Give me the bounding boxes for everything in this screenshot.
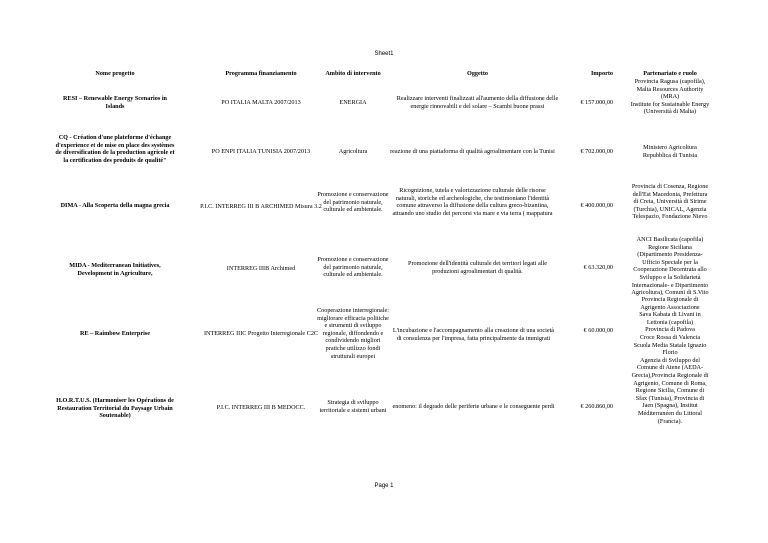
row-4-ambito-line: culturale ed ambientale. bbox=[323, 271, 383, 279]
row-4-programma: INTERREG IIIB Archimed bbox=[226, 265, 296, 272]
row-5-partner-line: Scuola Media Statale Ignazio bbox=[633, 341, 707, 349]
row-1-partner-line: (MRA) bbox=[660, 93, 680, 101]
row-6-nome bbox=[40, 397, 190, 420]
row-5-programma: INTERREG IIIC Progetto Interregionale C2C bbox=[203, 330, 319, 337]
row-3-partner-line: Provincia di Cosenza, Regione bbox=[631, 183, 709, 190]
header-ambito-intervento: Ambito di intervento bbox=[325, 70, 381, 77]
row-3-partner-line: dell'Est Macedonia, Prefettura bbox=[632, 190, 708, 198]
row-1-programma: PO ITALIA MALTA 2007/2013 bbox=[221, 99, 301, 106]
row-1-nome-line: Islands bbox=[105, 102, 125, 110]
row-6-partner-line: Jaen (Spagna), Institut bbox=[642, 402, 698, 410]
row-4-nome bbox=[40, 262, 190, 277]
row-1-ambito: ENERGIA bbox=[339, 99, 367, 106]
row-5-partner bbox=[611, 296, 729, 372]
row-6-nome-line: Restauration Territorial du Paysage Urbain bbox=[57, 404, 173, 412]
row-6-partner-line: Sfax (Tunisia), Provincia di bbox=[635, 394, 705, 402]
row-5-ambito-line: condividendo migliori bbox=[325, 337, 381, 345]
row-3-partner bbox=[611, 183, 729, 221]
row-4-nome-line: Development in Agriculture, bbox=[77, 269, 153, 277]
row-6-ambito-line: territoriale e sistemi urbani bbox=[319, 406, 387, 414]
row-5-partner-line: Sava Kabata di Livani in bbox=[639, 311, 701, 319]
row-4-partner-line: ANCI Basilicata (capofila) bbox=[636, 236, 704, 243]
row-5-ambito-line: migliorare efficacia politiche bbox=[317, 314, 389, 322]
row-1-partner-line: (Università di Malta) bbox=[643, 108, 697, 116]
row-3-ambito-line: del patrimonio naturale, bbox=[323, 198, 383, 206]
row-2-partner-line: Ministero Agricoltura bbox=[643, 144, 697, 151]
row-4-nome-line: MIDA - Mediterranean Initiatives, bbox=[69, 262, 161, 269]
row-3-partner-line: (Turchia), UNICAL, Agenzia bbox=[633, 205, 707, 213]
header-partenariato: Partenariato e ruolo bbox=[643, 70, 697, 77]
row-5-ambito-line: regionale, diffondendo e bbox=[322, 329, 384, 337]
row-3-oggetto-line: comune attraverso la diffusione della cultura greco-bizantina, bbox=[396, 202, 549, 210]
row-3-partner-line: Telespazio, Fondazione Nievo bbox=[632, 213, 708, 221]
row-3-oggetto-line: attuando uno studio dei percorsi via mare e via terra ( mappatura bbox=[392, 209, 553, 217]
row-2-partner-line: Repubblica di Tunisia bbox=[642, 151, 698, 159]
row-2-partner bbox=[611, 144, 729, 159]
row-1-nome bbox=[40, 95, 190, 110]
row-6-nome-line: Soutenable) bbox=[99, 412, 131, 420]
row-4-importo: € 63.320,00 bbox=[583, 264, 613, 271]
row-4-partner-line: Ufficio Speciale per la bbox=[642, 258, 698, 266]
row-6-partner-line: (Francia). bbox=[657, 417, 683, 425]
row-5-nome: RE – Raimbow Enterprise bbox=[80, 330, 150, 337]
row-3-importo: € 400.000,00 bbox=[580, 202, 613, 209]
row-6-partner-line: Méditerranéen du Littoral bbox=[638, 409, 702, 417]
row-5-importo: € 60.000,00 bbox=[583, 327, 613, 334]
row-1-partner bbox=[611, 78, 729, 116]
row-2-ambito: Agricoltura bbox=[338, 148, 368, 155]
row-5-oggetto-line: L'incubazione e l'accompagnamento alla creazione di una società bbox=[392, 327, 555, 334]
row-5-partner-line: Agenzia di Sviluppo del bbox=[640, 356, 700, 364]
row-2-programma: PO ENPI ITALIA TUNISIA 2007/2013 bbox=[211, 148, 311, 155]
row-3-ambito-line: Promozione e conservazione bbox=[317, 191, 389, 198]
row-2-importo: € 702.000,00 bbox=[580, 148, 613, 155]
row-1-oggetto-line: Realizzare interventi finalizzati all'aumento della diffusione delle bbox=[396, 95, 559, 102]
header-nome-progetto: Nome progetto bbox=[95, 70, 135, 77]
row-4-partner-line: Regione Siciliana bbox=[648, 243, 692, 251]
row-5-ambito-line: Cooperazione interregionale: bbox=[317, 307, 389, 314]
row-3-oggetto-line: Ricognizione, tutela e valorizzazione culturale delle risorse bbox=[399, 187, 546, 194]
row-3-nome: DIMA - Alla Scoperta della magna grecia bbox=[60, 202, 170, 209]
row-4-partner bbox=[611, 236, 729, 297]
row-1-nome-line: RESI – Renewable Energy Scenarios in bbox=[63, 95, 167, 102]
row-5-oggetto-line: di consulenza per l'impresa, fatta principalmente da immigrati bbox=[396, 334, 551, 342]
row-4-partner-line: (Dipartimento Presidenza- bbox=[637, 251, 703, 259]
row-5-ambito-line: strutturali europei bbox=[330, 352, 376, 360]
row-5-ambito-line: e strumenti di sviluppo bbox=[324, 322, 382, 330]
row-2-nome-line: de diversification de la production agricole et bbox=[55, 149, 175, 157]
row-2-nome-line: la certification des produits de qualité" bbox=[63, 156, 167, 164]
row-4-oggetto bbox=[380, 260, 575, 275]
row-4-ambito-line: del patrimonio naturale, bbox=[323, 263, 383, 271]
row-6-importo: € 260.860,00 bbox=[580, 403, 613, 410]
row-3-partner-line: di Creta, Università di Sirime bbox=[633, 198, 707, 206]
row-1-importo: € 157.000,00 bbox=[580, 99, 613, 106]
row-4-oggetto-line: produzioni agroalimentari di qualità. bbox=[432, 267, 523, 275]
row-5-ambito-line: pratiche utilizzo fondi bbox=[325, 344, 381, 352]
header-programma-finanziamento: Programma finanziamento bbox=[225, 70, 297, 77]
row-5-partner-line: Provincia di Padova bbox=[645, 326, 695, 334]
row-6-partner-line: Grecia),Provincia Regionale di bbox=[631, 372, 709, 379]
row-1-partner-line: Malta Resources Authority bbox=[636, 85, 704, 93]
row-6-ambito-line: Strategia di sviluppo bbox=[327, 399, 379, 406]
row-5-partner-line: Croce Rossa di Valencia bbox=[639, 333, 701, 341]
header-oggetto: Oggetto bbox=[467, 70, 488, 77]
page-number: Page 1 bbox=[374, 483, 394, 489]
header-importo: Importo bbox=[591, 70, 613, 77]
row-5-partner-line: Provincia Regionale di bbox=[641, 296, 699, 303]
row-6-partner bbox=[611, 372, 729, 425]
row-6-partner-line: Agrigento, Comune di Roma, bbox=[633, 379, 707, 387]
row-4-partner-line: Agricoltura), Comuni di S.Vito bbox=[631, 289, 709, 297]
row-1-oggetto bbox=[380, 95, 575, 110]
row-4-oggetto-line: Promozione dell'identità culturale dei territori legati alle bbox=[408, 260, 547, 267]
row-5-oggetto bbox=[372, 327, 575, 342]
row-4-partner-line: Sviluppo e la Solidarietà bbox=[639, 273, 701, 281]
row-3-oggetto bbox=[370, 187, 575, 217]
row-5-partner-line: Agrigento Associazione bbox=[640, 303, 700, 311]
row-2-nome-line: d'experience et de mise en place des systèmes bbox=[55, 141, 175, 149]
row-3-oggetto-line: naturali, storiche ed archeologiche, che testimoniano l'identità bbox=[395, 194, 550, 202]
row-2-nome bbox=[40, 134, 190, 164]
row-4-partner-line: Internazionale- e Dipartimento bbox=[631, 281, 709, 289]
row-6-oggetto: enomeno: il degrado delle periferie urbane e le conseguente perdi bbox=[392, 403, 555, 410]
row-5-partner-line: Lettonia (capofila) bbox=[646, 318, 694, 326]
row-2-oggetto: reazione di una piattaforma di qualità agroalimentare con la Tunisi bbox=[390, 148, 555, 155]
row-6-programma: P.I.C. INTERREG III B MEDOCC. bbox=[216, 404, 306, 411]
row-5-partner-line: Florio bbox=[662, 349, 678, 357]
row-4-ambito-line: Promozione e conservazione bbox=[317, 256, 389, 263]
row-5-partner-line: Comune di Atene (AEDA- bbox=[636, 364, 704, 372]
row-6-partner-line: Regione Sicilia, Comune di bbox=[635, 387, 705, 395]
row-1-oggetto-line: energie rinnovabili e del solare – Scambi buone prassi bbox=[410, 102, 545, 110]
row-3-programma: P.I.C. INTERREG III B ARCHIMED Misura 3.2 bbox=[200, 203, 322, 210]
row-6-nome-line: H.O.R.T.U.S. (Harmoniser les Opérations de bbox=[56, 397, 174, 404]
row-1-partner-line: Provincia Ragusa (capofila), bbox=[634, 78, 706, 85]
row-3-ambito-line: culturale ed ambientale. bbox=[323, 206, 383, 214]
row-2-nome-line: CQ - Création d'une plateforme d'échange bbox=[58, 134, 172, 141]
row-1-partner-line: Institute for Sustainable Energy bbox=[630, 100, 710, 108]
row-4-partner-line: Cooperazione Decentrata allo bbox=[633, 266, 707, 274]
sheet-title: Sheet1 bbox=[374, 51, 394, 57]
